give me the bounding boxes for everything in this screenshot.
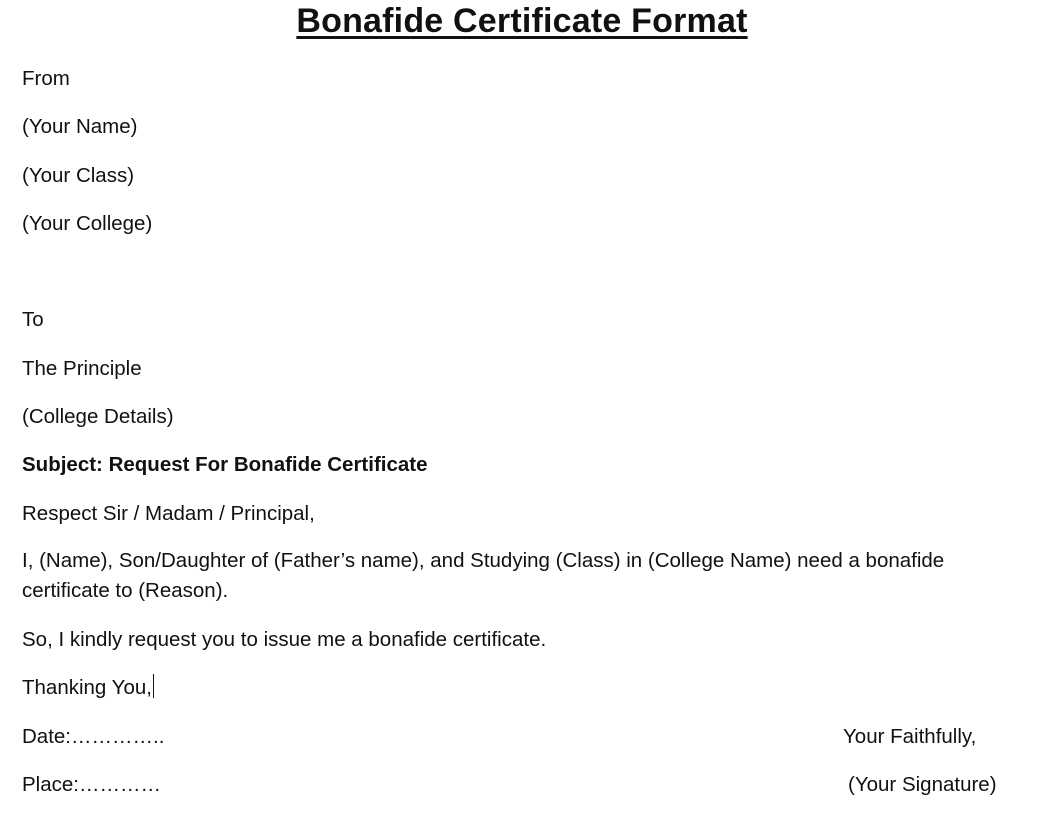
salutation: Respect Sir / Madam / Principal, [22, 502, 315, 525]
to-label: To [22, 308, 44, 331]
from-label: From [22, 67, 70, 90]
signature-line: (Your Signature) [848, 773, 997, 796]
date-line: Date:………….. [22, 725, 165, 748]
closing-text: Thanking You, [22, 676, 152, 699]
signoff-line: Your Faithfully, [843, 725, 977, 748]
page-title: Bonafide Certificate Format [296, 2, 748, 40]
from-college: (Your College) [22, 212, 153, 235]
text-cursor [153, 674, 155, 698]
from-name: (Your Name) [22, 115, 138, 138]
subject-line: Subject: Request For Bonafide Certificate [22, 453, 428, 476]
place-line: Place:………… [22, 773, 161, 796]
from-class: (Your Class) [22, 164, 135, 187]
request-line: So, I kindly request you to issue me a bonafide certificate. [22, 628, 547, 651]
to-details: (College Details) [22, 405, 174, 428]
to-recipient: The Principle [22, 357, 142, 380]
closing-line[interactable] [22, 673, 154, 703]
body-paragraph: I, (Name), Son/Daughter of (Father’s name), and Studying (Class) in (College Name) need a bonafide certificate to (Reason). [22, 549, 945, 602]
